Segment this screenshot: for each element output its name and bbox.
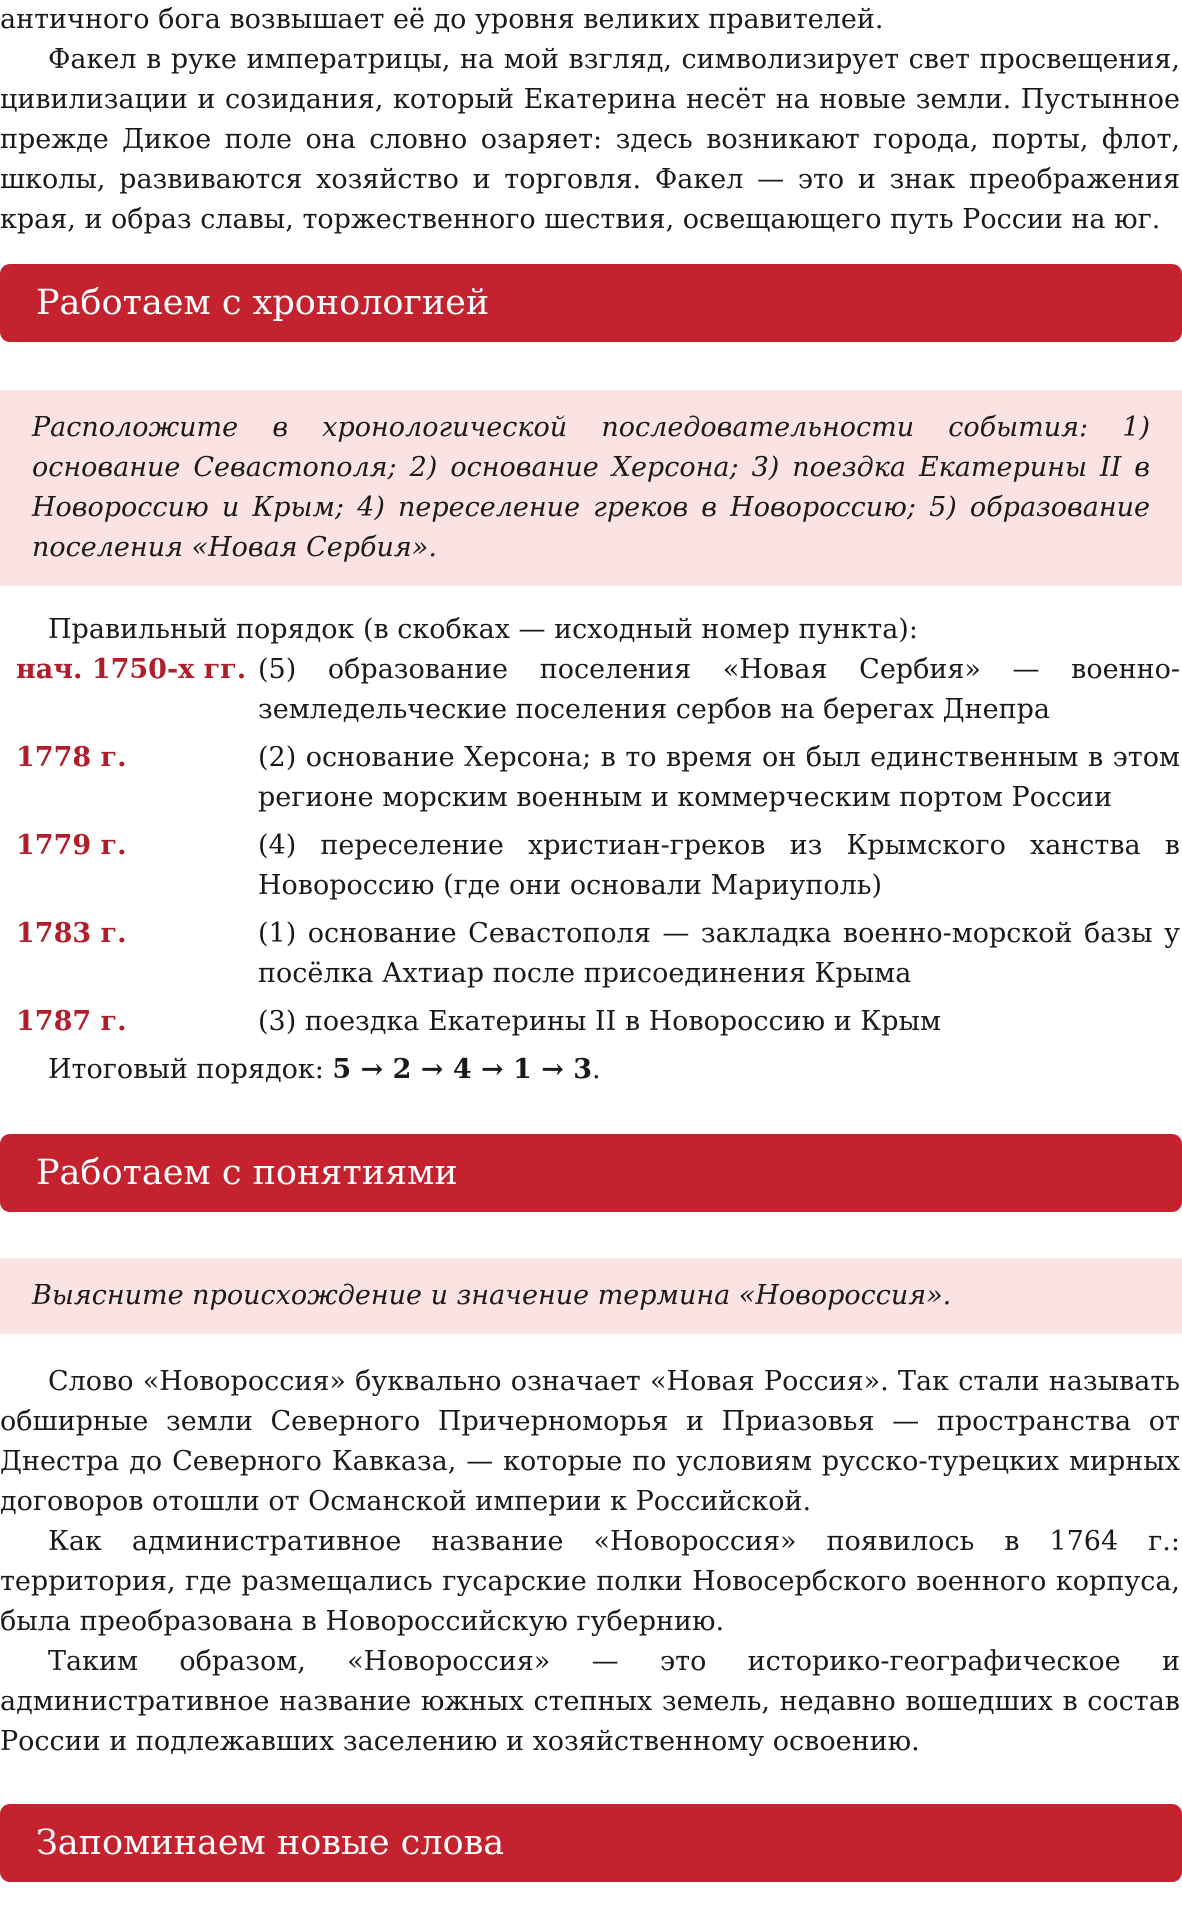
chronology-date: 1783 г. [16, 918, 127, 949]
final-order-value: 5 → 2 → 4 → 1 → 3 [332, 1054, 593, 1085]
chronology-text: (5) образование поселения «Новая Сербия» — военно-земледельческие поселения сербов на берегах Днепра [258, 654, 1180, 725]
intro-paragraph: Факел в руке императрицы, на мой взгляд, символизирует свет просвещения, цивилизации и созидания, который Екатерина несёт на новые земли. Пустынное прежде Дикое поле она словно озаряет: здесь возникают города, порты, флот, школы, развиваются хозяйство и торговля. Факел — это и знак преображения края, и образ славы, торжественного шествия, освещающего путь России на юг. [0, 44, 1180, 235]
section-header-concepts: Работаем с понятиями [0, 1134, 1182, 1212]
final-order-line [0, 1050, 1182, 1090]
concepts-paragraph: Таким образом, «Новороссия» — это историко-географическое и административное название южных степных земель, недавно вошедших в состав России и подлежавших заселению и хозяйственному освоению. [0, 1646, 1180, 1757]
concepts-paragraph: Как административное название «Новороссия» появилось в 1764 г.: территория, где размещались гусарские полки Новосербского военного корпуса, была преобразована в Новороссийскую губернию. [0, 1526, 1180, 1637]
chronology-text: (4) переселение христиан-греков из Крымского ханства в Новороссию (где они основали Мариуполь) [258, 830, 1180, 901]
chronology-text: (3) поездка Екатерины II в Новороссию и Крым [258, 1006, 941, 1037]
chronology-date: нач. 1750-х гг. [16, 654, 247, 685]
chronology-date: 1778 г. [16, 742, 127, 773]
chronology-item [0, 650, 1182, 730]
chronology-intro: Правильный порядок (в скобках — исходный номер пункта): [48, 614, 918, 645]
task-box-concepts: Выясните происхождение и значение термина «Новороссия». [0, 1258, 1182, 1334]
section-header-new-words: Запоминаем новые слова [0, 1804, 1182, 1882]
final-order-label: Итоговый порядок: [48, 1054, 333, 1085]
final-order-end: . [592, 1054, 601, 1085]
chronology-item [0, 1002, 1182, 1042]
chronology-item [0, 826, 1182, 906]
chronology-text: (1) основание Севастополя — закладка военно-морской базы у посёлка Ахтиар после присоединения Крыма [258, 918, 1180, 989]
section-header-chronology: Работаем с хронологией [0, 264, 1182, 342]
chronology-item [0, 914, 1182, 994]
chronology-text: (2) основание Херсона; в то время он был единственным в этом регионе морским военным и коммерческим портом России [258, 742, 1180, 813]
chronology-date: 1787 г. [16, 1006, 127, 1037]
task-box-chronology: Расположите в хронологической последовательности события: 1) основание Севастополя; 2) основание Херсона; 3) поездка Екатерины II в Новороссию и Крым; 4) переселение греков в Новороссию; 5) образование поселения «Новая Сербия». [0, 390, 1182, 586]
chronology-date: 1779 г. [16, 830, 127, 861]
concepts-paragraph: Слово «Новороссия» буквально означает «Новая Россия». Так стали называть обширные земли Северного Причерноморья и Приазовья — пространства от Днестра до Северного Кавказа, — которые по условиям русско-турецких мирных договоров отошли от Османской империи к Российской. [0, 1366, 1180, 1517]
chronology-item [0, 738, 1182, 818]
intro-line: античного бога возвышает её до уровня великих правителей. [0, 4, 884, 35]
chronology-list [0, 650, 1182, 1042]
